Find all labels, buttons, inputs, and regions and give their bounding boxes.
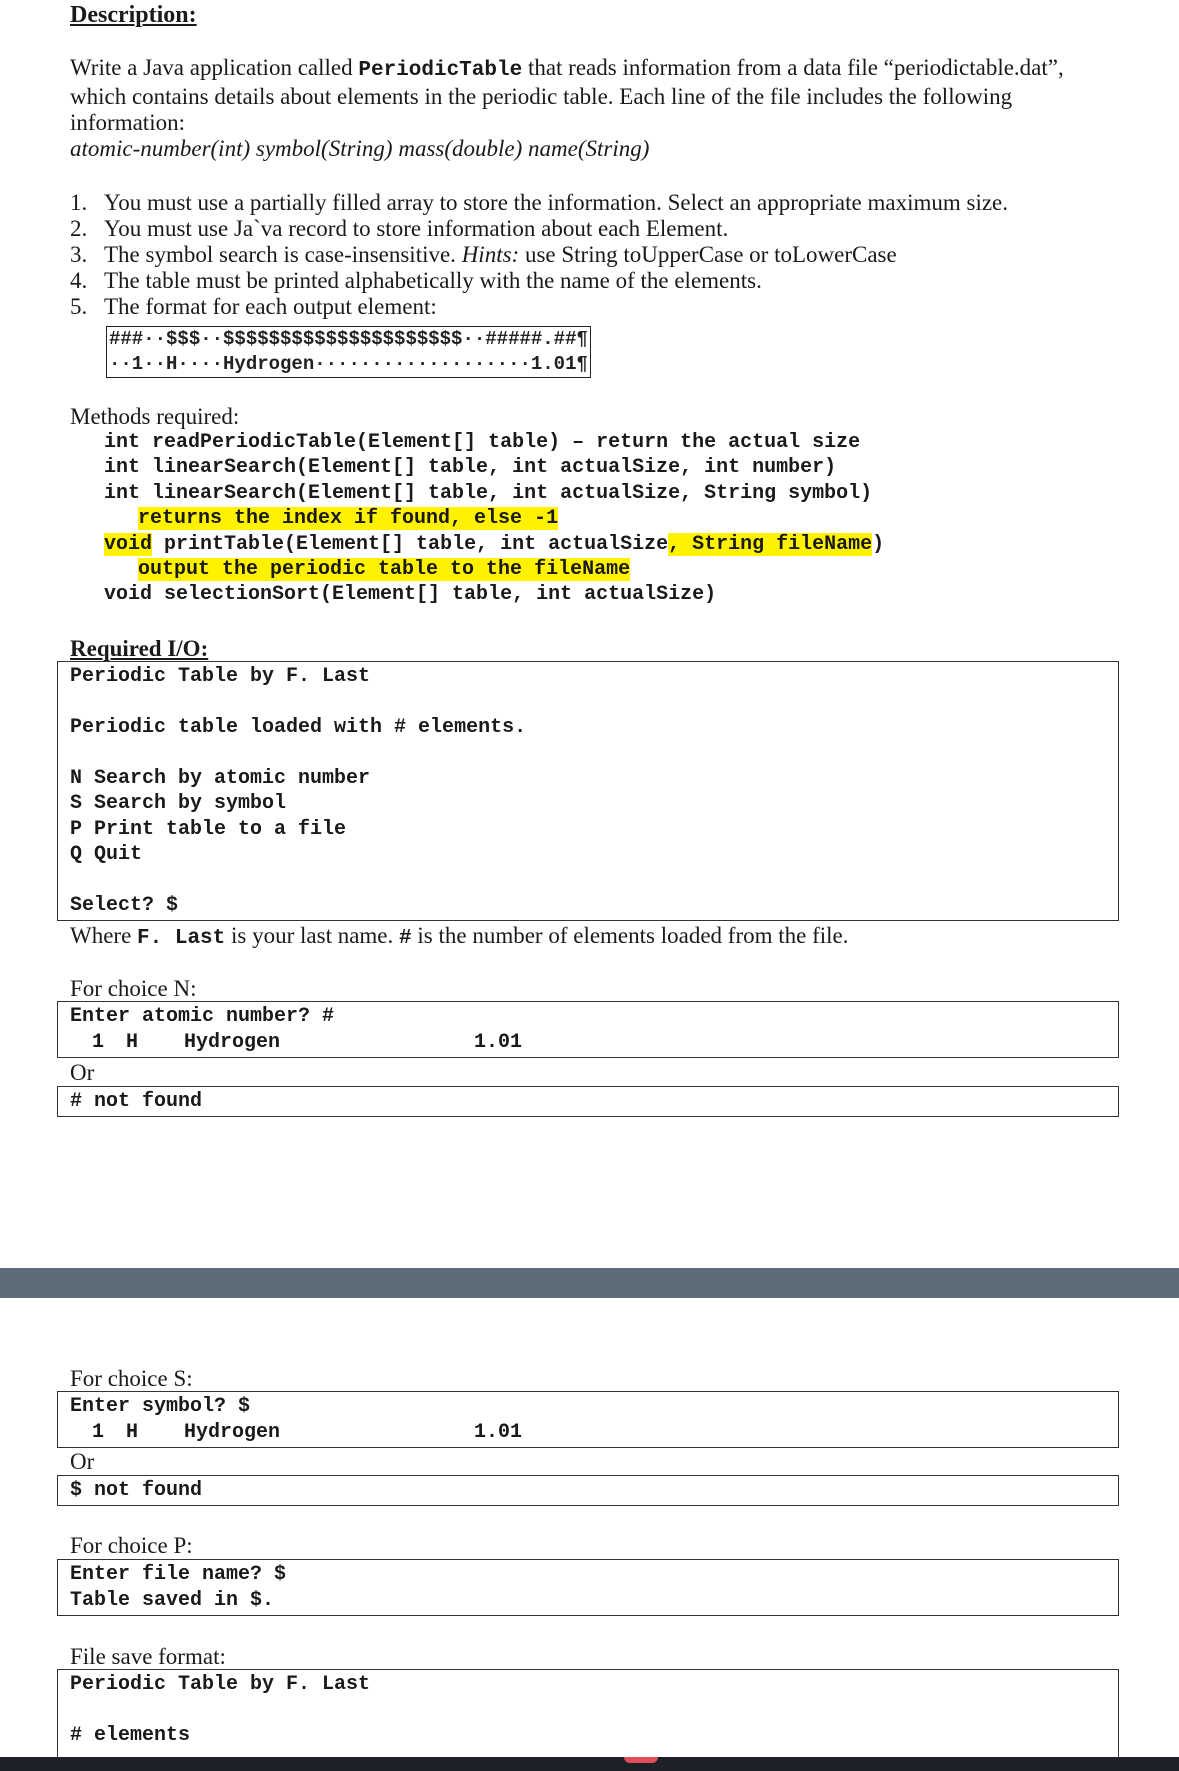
file-format-label: File save format:: [70, 1644, 226, 1669]
format-example-line: ··1··H····Hydrogen···················1.01¶: [109, 353, 588, 375]
choice-s-or: Or: [70, 1449, 95, 1474]
required-io-heading: Required I/O:: [70, 636, 209, 661]
io-note: Where F. Last is your last name. # is the number of elements loaded from the file.: [70, 923, 849, 950]
choice-s-box: [57, 1391, 1119, 1448]
choice-s-row-sym: H: [126, 1421, 139, 1444]
choice-n-row-num: 1: [92, 1031, 105, 1054]
choice-n-label: For choice N:: [70, 976, 197, 1001]
choice-s-row-num: 1: [92, 1421, 105, 1444]
requirement-1: 1. You must use a partially filled array to store the information. Select an appropriate maximum size.: [70, 190, 1009, 215]
method-search-note: returns the index if found, else -1: [138, 507, 559, 530]
bottom-nav-bar: [0, 1757, 1179, 1771]
method-linear-search-symbol: int linearSearch(Element[] table, int actualSize, String symbol): [104, 482, 873, 505]
choice-n-row-sym: H: [126, 1031, 139, 1054]
choice-s-not-found: $ not found: [70, 1479, 203, 1502]
menu-item-s: S Search by symbol: [70, 792, 287, 815]
choice-n-or: Or: [70, 1060, 95, 1085]
page-separator: [0, 1268, 1179, 1298]
loaded-message: Periodic table loaded with # elements.: [70, 716, 527, 739]
intro-line-2: which contains details about elements in the periodic table. Each line of the file includes the following: [70, 84, 1013, 109]
method-print-note: output the periodic table to the fileName: [138, 558, 631, 581]
file-format-box: [57, 1669, 1119, 1771]
method-read-periodic-table: int readPeriodicTable(Element[] table) – return the actual size: [104, 431, 861, 454]
record-format: atomic-number(int) symbol(String) mass(double) name(String): [70, 136, 650, 161]
choice-s-row-mass: 1.01: [474, 1421, 523, 1444]
program-title: Periodic Table by F. Last: [70, 665, 371, 688]
requirement-2: 2. You must use Ja`va record to store information about each Element.: [70, 216, 729, 241]
menu-item-q: Q Quit: [70, 843, 143, 866]
method-linear-search-number: int linearSearch(Element[] table, int actualSize, int number): [104, 456, 837, 479]
intro-paragraph: [70, 55, 1150, 162]
choice-n-not-found: # not found: [70, 1090, 203, 1113]
menu-item-n: N Search by atomic number: [70, 767, 371, 790]
choice-s-prompt: Enter symbol? $: [70, 1395, 251, 1418]
choice-p-box: [57, 1559, 1119, 1616]
description-heading: Description:: [70, 2, 197, 28]
intro-text-after: that reads information from a data file “periodictable.dat”,: [522, 55, 1064, 80]
choice-n-box: [57, 1001, 1119, 1058]
class-name: PeriodicTable: [358, 59, 523, 82]
choice-n-row-name: Hydrogen: [184, 1031, 281, 1054]
format-template-line: ###··$$$··$$$$$$$$$$$$$$$$$$$$$··#####.##¶: [109, 328, 588, 350]
output-format-box: [106, 326, 591, 378]
choice-s-label: For choice S:: [70, 1366, 193, 1391]
menu-item-p: P Print table to a file: [70, 818, 347, 841]
requirement-3: 3. The symbol search is case-insensitive. Hints: use String toUpperCase or toLowerCase: [70, 242, 897, 267]
choice-n-row-mass: 1.01: [474, 1031, 523, 1054]
choice-n-prompt: Enter atomic number? #: [70, 1005, 335, 1028]
required-io-box: [57, 661, 1119, 921]
intro-text: Write a Java application called: [70, 55, 359, 80]
select-prompt: Select? $: [70, 894, 179, 917]
requirement-4: 4. The table must be printed alphabetically with the name of the elements.: [70, 268, 762, 293]
choice-s-row-name: Hydrogen: [184, 1421, 281, 1444]
method-print-table: void printTable(Element[] table, int actualSize, String fileName): [104, 533, 885, 556]
intro-line-3: information:: [70, 110, 185, 135]
requirement-5: 5. The format for each output element:: [70, 294, 437, 319]
bottom-indicator: [624, 1757, 658, 1763]
choice-p-saved: Table saved in $.: [70, 1589, 275, 1612]
file-format-title: Periodic Table by F. Last: [70, 1673, 371, 1696]
file-format-count: # elements: [70, 1724, 191, 1747]
method-selection-sort: void selectionSort(Element[] table, int actualSize): [104, 583, 717, 606]
choice-s-not-found-box: [57, 1475, 1119, 1506]
methods-title: Methods required:: [70, 404, 240, 429]
choice-n-not-found-box: [57, 1086, 1119, 1117]
choice-p-prompt: Enter file name? $: [70, 1563, 287, 1586]
choice-p-label: For choice P:: [70, 1533, 193, 1558]
